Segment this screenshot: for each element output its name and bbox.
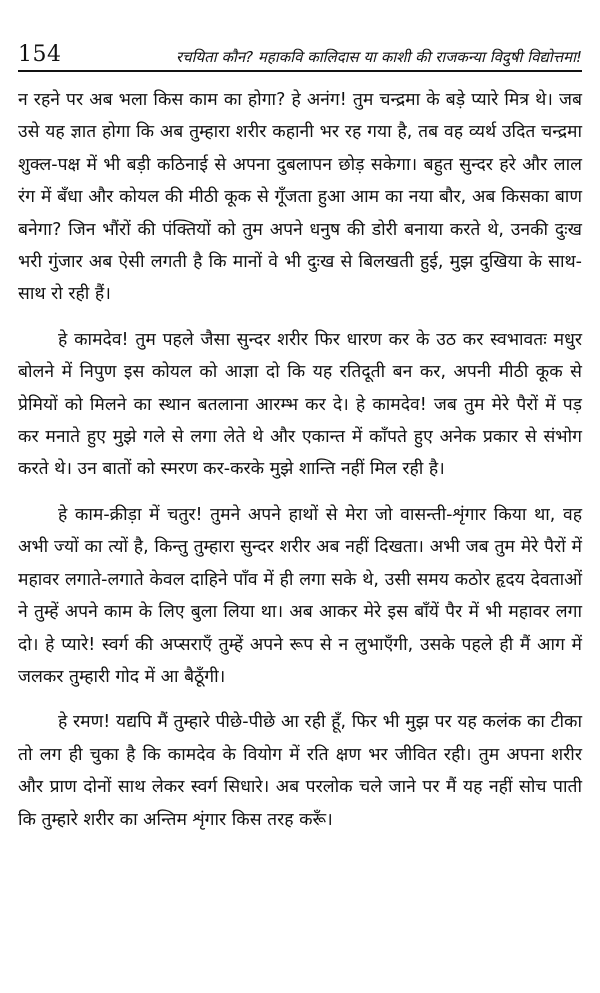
page-header <box>18 36 582 72</box>
page-body <box>18 84 582 849</box>
paragraph-1: न रहने पर अब भला किस काम का होगा? हे अनंग! तुम चन्द्रमा के बड़े प्यारे मित्र थे। जब उसे यह ज्ञात होगा कि अब तुम्हारा शरीर कहानी भर रह गया है, तब वह व्यर्थ उदित चन्द्रमा शुक्ल-पक्ष में भी बड़ी कठिनाई से अपना दुबलापन छोड़ सकेगा। बहुत सुन्दर हरे और लाल रंग में बँधा और कोयल की मीठी कूक से गूँजता हुआ आम का नया बौर, अब किसका बाण बनेगा? जिन भौंरों की पंक्तियों को तुम अपने धनुष की डोरी बनाया करते थे, उनकी दुःख भरी गुंजार अब ऐसी लगती है कि मानों वे भी दुःख से बिलखती हुई, मुझ दुखिया के साथ-साथ रो रही हैं। <box>18 90 582 305</box>
running-title: रचयिता कौन? महाकवि कालिदास या काशी की राजकन्या विदुषी विद्योत्तमा! <box>176 48 582 66</box>
paragraph-4: हे रमण! यद्यपि मैं तुम्हारे पीछे-पीछे आ रही हूँ, फिर भी मुझ पर यह कलंक का टीका तो लग ही चुका है कि कामदेव के वियोग में रति क्षण भर जीवित रही। तुम अपना शरीर और प्राण दोनों साथ लेकर स्वर्ग सिधारे। अब परलोक चले जाने पर मैं यह नहीं सोच पाती कि तुम्हारे शरीर का अन्तिम शृंगार किस तरह करूँ। <box>18 712 582 830</box>
paragraph-3: हे काम-क्रीड़ा में चतुर! तुमने अपने हाथों से मेरा जो वासन्ती-शृंगार किया था, वह अभी ज्यों का त्यों है, किन्तु तुम्हारा सुन्दर शरीर अब नहीं दिखता। अभी जब तुम मेरे पैरों में महावर लगाते-लगाते केवल दाहिने पाँव में ही लगा सके थे, उसी समय कठोर हृदय देवताओं ने तुम्हें अपने काम के लिए बुला लिया था। अब आकर मेरे इस बाँयें पैर में भी महावर लगा दो। हे प्यारे! स्वर्ग की अप्सराएँ तुम्हें अपने रूप से न लुभाएँगी, उसके पहले ही मैं आग में जलकर तुम्हारी गोद में आ बैठूँगी। <box>18 504 582 687</box>
paragraph-2: हे कामदेव! तुम पहले जैसा सुन्दर शरीर फिर धारण कर के उठ कर स्वभावतः मधुर बोलने में निपुण इस कोयल को आज्ञा दो कि यह रतिदूती बन कर, अपनी मीठी कूक से प्रेमियों को मिलने का स्थान बतलाना आरम्भ कर दे। हे कामदेव! जब तुम मेरे पैरों में पड़ कर मनाते हुए मुझे गले से लगा लेते थे और एकान्त में काँपते हुए अनेक प्रकार से संभोग करते थे। उन बातों को स्मरण कर-करके मुझे शान्ति नहीं मिल रही है। <box>18 329 582 480</box>
page-number: 154 <box>18 42 62 67</box>
